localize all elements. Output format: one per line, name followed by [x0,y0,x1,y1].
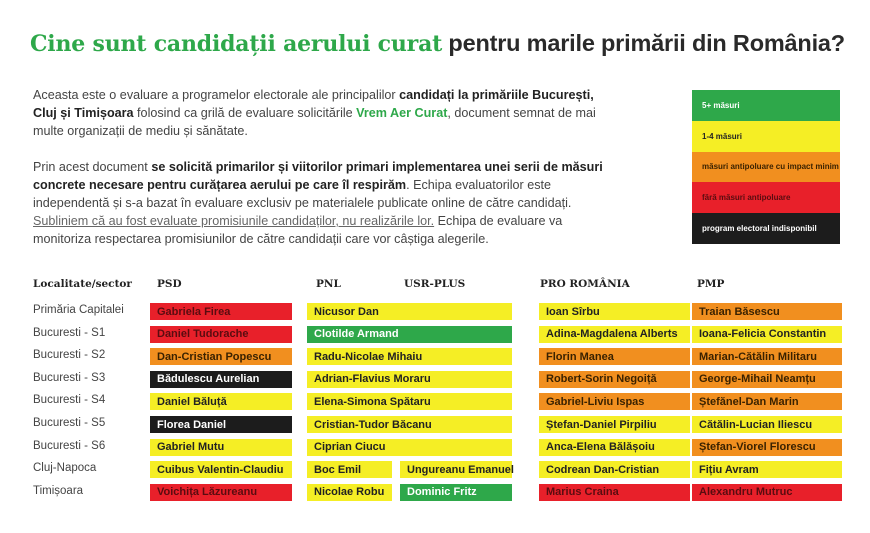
table-row [0,416,870,433]
intro-paragraph-1 [33,86,603,140]
candidate-cell-pnlusr: Nicusor Dan [307,303,512,320]
legend-item-black: program electoral indisponibil [692,213,840,244]
candidate-cell-pnlusr: Radu-Nicolae Mihaiu [307,348,512,365]
header-localitate: Localitate/sector [33,278,132,290]
intro-segment: Subliniem că au fost evaluate promisiunile candidaților, nu realizările lor. [33,214,435,228]
candidate-cell-usr: Dominic Fritz [400,484,512,501]
candidate-cell-pmp: Marian-Cătălin Militaru [692,348,842,365]
intro-segment: Prin acest document [33,160,152,174]
candidate-cell-pro: Gabriel-Liviu Ispas [539,393,690,410]
title-highlight: Cine sunt candidații aerului curat [30,31,443,57]
candidate-cell-pnl: Boc Emil [307,461,392,478]
candidate-cell-pro: Robert-Sorin Negoiță [539,371,690,388]
candidate-cell-psd: Voichița Lăzureanu [150,484,292,501]
intro-segment: Vrem Aer Curat [356,106,448,120]
candidate-cell-pro: Marius Craina [539,484,690,501]
row-location: Bucuresti - S3 [33,371,106,384]
row-location: Timișoara [33,484,84,497]
table-row [0,371,870,388]
candidate-cell-psd: Dan-Cristian Popescu [150,348,292,365]
candidate-cell-psd: Cuibus Valentin-Claudiu [150,461,292,478]
table-row [0,303,870,320]
table-row [0,326,870,343]
candidate-cell-psd: Daniel Tudorache [150,326,292,343]
row-location: Bucuresti - S2 [33,349,106,362]
intro-segment: candidați la primăriile București, Cluj și Timișoara [33,88,594,120]
candidate-cell-psd: Daniel Băluță [150,393,292,410]
intro-segment: folosind ca grilă de evaluare solicitările [133,106,357,120]
candidate-cell-pro: Adina-Magdalena Alberts [539,326,690,343]
table-row [0,484,870,501]
candidate-cell-pro: Florin Manea [539,348,690,365]
candidate-cell-psd: Bădulescu Aurelian [150,371,292,388]
table-row [0,393,870,410]
candidate-cell-pnlusr: Adrian-Flavius Moraru [307,371,512,388]
legend-item-red: fără măsuri antipoluare [692,182,840,213]
candidate-cell-pro: Codrean Dan-Cristian [539,461,690,478]
header-pro-romania: PRO ROMÂNIA [540,278,630,290]
candidate-cell-pnlusr: Elena-Simona Spătaru [307,393,512,410]
candidate-cell-psd: Gabriel Mutu [150,439,292,456]
candidate-cell-usr: Ungureanu Emanuel [400,461,512,478]
intro-segment: Aceasta este o evaluare a programelor electorale ale principalilor [33,88,400,102]
candidate-cell-pnl: Nicolae Robu [307,484,392,501]
candidate-cell-pmp: Cătălin-Lucian Iliescu [692,416,842,433]
header-psd: PSD [157,278,182,290]
candidate-cell-pmp: Ioana-Felicia Constantin [692,326,842,343]
title-rest: pentru marile primării din România? [442,30,845,56]
intro-paragraph-2 [33,158,603,248]
candidate-cell-pro: Ștefan-Daniel Pirpiliu [539,416,690,433]
row-location: Bucuresti - S4 [33,394,106,407]
intro-segment: se solicită primarilor și viitorilor primari implementarea unei serii de măsuri concrete necesare pentru curățarea aerului pe care îl respirăm [33,160,603,192]
legend-item-green: 5+ măsuri [692,90,840,121]
legend [692,90,840,244]
candidate-cell-pnlusr: Cristian-Tudor Băcanu [307,416,512,433]
candidate-cell-pmp: Fițiu Avram [692,461,842,478]
candidate-cell-pnlusr: Ciprian Ciucu [307,439,512,456]
row-location: Cluj-Napoca [33,462,97,475]
candidate-cell-pnlusr: Clotilde Armand [307,326,512,343]
row-location: Bucuresti - S5 [33,417,106,429]
candidate-cell-pmp: Traian Băsescu [692,303,842,320]
intro-segment: Echipa de evaluare va monitoriza respectarea promisiunilor de către candidații care vor câștiga alegerile. [33,214,563,246]
table-row [0,461,870,478]
page-title [30,30,845,57]
header-usr-plus: USR-PLUS [404,278,466,290]
header-pnl: PNL [316,278,341,290]
candidate-cell-psd: Gabriela Firea [150,303,292,320]
candidate-cell-pro: Ioan Sîrbu [539,303,690,320]
candidate-cell-psd: Florea Daniel [150,416,292,433]
candidate-cell-pmp: Alexandru Mutruc [692,484,842,501]
row-location: Primăria Capitalei [33,304,124,316]
intro-segment: , document semnat de mai multe organizații de mediu și sănătate. [33,106,596,138]
row-location: Bucuresti - S1 [33,326,106,339]
legend-item-orange: măsuri antipoluare cu impact minim [692,152,840,183]
candidate-cell-pmp: George-Mihail Neamțu [692,371,842,388]
table-row [0,348,870,365]
candidate-cell-pro: Anca-Elena Bălășoiu [539,439,690,456]
candidate-cell-pmp: Ștefan-Viorel Florescu [692,439,842,456]
candidate-cell-pmp: Ștefănel-Dan Marin [692,393,842,410]
legend-item-yellow: 1-4 măsuri [692,121,840,152]
header-pmp: PMP [697,278,725,290]
intro-text [33,86,603,266]
row-location: Bucuresti - S6 [33,439,106,452]
intro-segment: . Echipa evaluatorilor este independentă și s-a bazat în evaluare exclusiv pe materialele publicate online de către candidați. [33,178,572,210]
table-row [0,439,870,456]
